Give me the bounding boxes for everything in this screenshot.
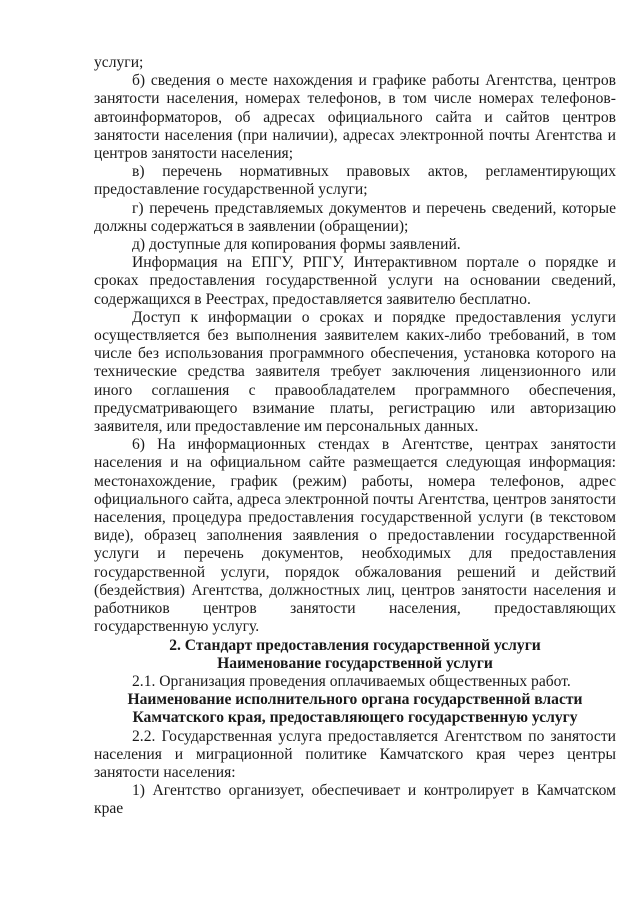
- section-heading: 2. Стандарт предоставления государственной услуги: [169, 636, 541, 654]
- list-item-b: б) сведения о месте нахождения и графике работы Агентства, центров занятости населения, номерах телефонов, в том числе номерах телефонов-автоинформаторов, об адресах официального сайта и сайтов центров занятости населения (при наличии), адресах электронной почты Агентства и центров занятости населения;: [94, 72, 616, 163]
- subheading-executive-line1: Наименование исполнительного органа государственной власти: [127, 691, 583, 709]
- paragraph-continuation: услуги;: [94, 54, 144, 71]
- subheading-service-name: Наименование государственной услуги: [217, 654, 493, 672]
- paragraph-info-free: Информация на ЕПГУ, РПГУ, Интерактивном портале о порядке и сроках предоставления государственной услуги на основании сведений, содержащихся в Реестрах, предоставляется заявителю бесплатно.: [94, 254, 616, 308]
- list-item-g: г) перечень представляемых документов и перечень сведений, которые должны содержаться в заявлении (обращении);: [94, 199, 616, 235]
- list-item-v: в) перечень нормативных правовых актов, регламентирующих предоставление государственной услуги;: [94, 163, 616, 199]
- paragraph-item-1: 1) Агентство организует, обеспечивает и контролирует в Камчатском крае: [94, 782, 616, 818]
- paragraph-info-stands: 6) На информационных стендах в Агентстве, центрах занятости населения и на официальном сайте размещается следующая информация: местонахождение, график (режим) работы, номера телефонов, адрес официального сайта, адреса электронной почты Агентства, центров занятости населения, процедура предоставления государственной услуги (в текстовом виде), образец заполнения заявления о предоставлении государственной услуги и перечень документов, необходимых для предоставления государственной услуги, порядок обжалования решений и действий (бездействия) Агентства, должностных лиц, центров занятости населения и работников центров занятости населения, предоставляющих государственную услугу.: [94, 436, 616, 636]
- paragraph-access: Доступ к информации о сроках и порядке предоставления услуги осуществляется без выполнения заявителем каких-либо требований, в том числе без использования программного обеспечения, установка которого на технические средства заявителя требует заключения лицензионного или иного соглашения с правообладателем программного обеспечения, предусматривающего взимание платы, регистрацию или авторизацию заявителя, или предоставление им персональных данных.: [94, 308, 616, 436]
- subheading-executive-line2: Камчатского края, предоставляющего государственную услугу: [132, 709, 578, 727]
- paragraph-2-2: 2.2. Государственная услуга предоставляется Агентством по занятости населения и миграционной политике Камчатского края через центры занятости населения:: [94, 727, 616, 781]
- list-item-d: д) доступные для копирования формы заявлений.: [132, 236, 461, 254]
- paragraph-2-1: 2.1. Организация проведения оплачиваемых общественных работ.: [132, 672, 571, 690]
